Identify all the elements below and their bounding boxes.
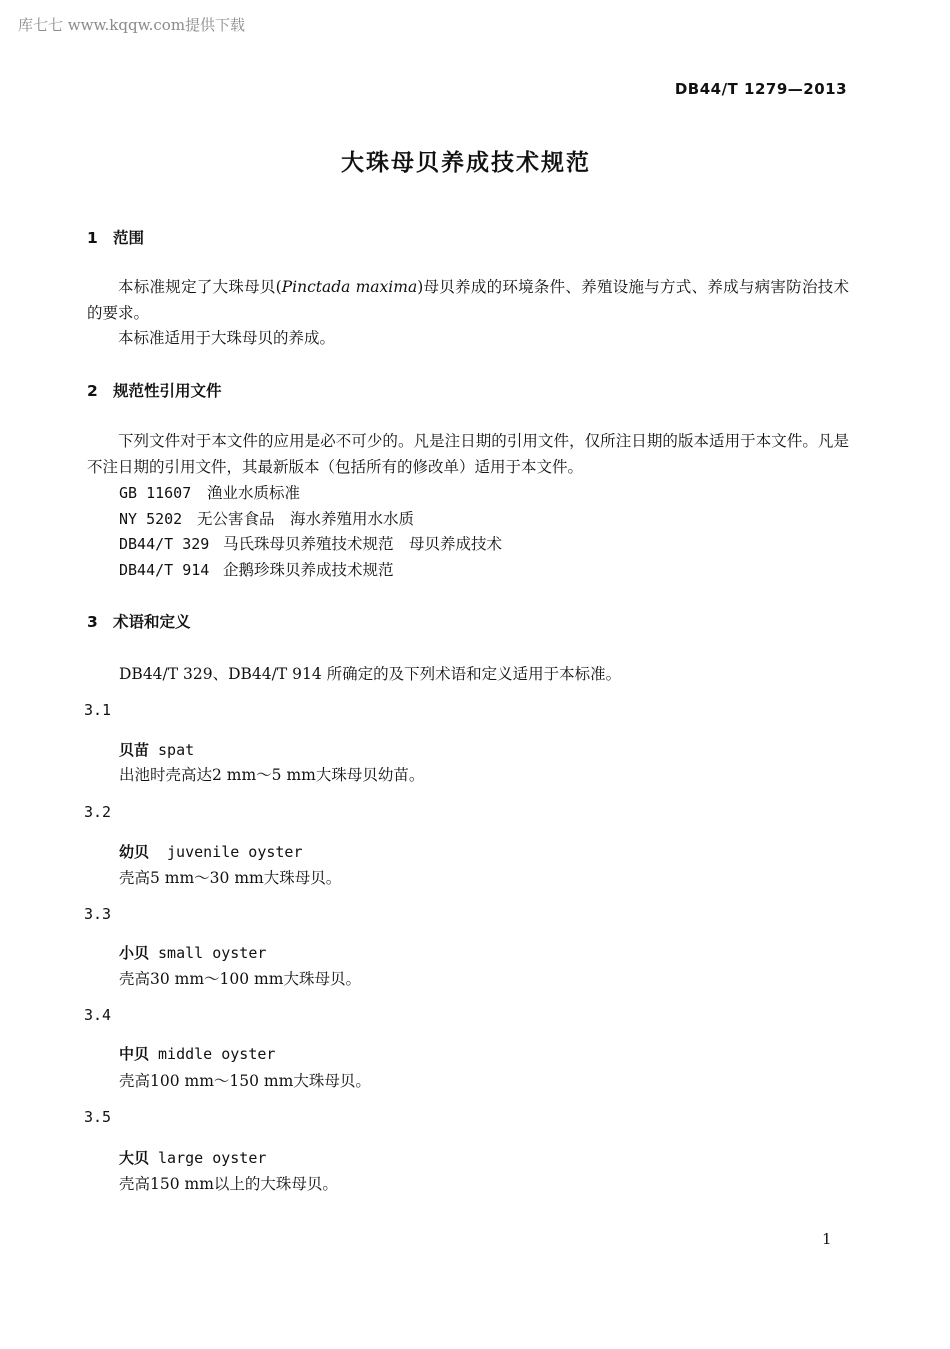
term-entry [119,1043,275,1064]
term-chinese: 小贝 [119,944,150,962]
term-chinese: 中贝 [119,1045,150,1063]
scope-text-post: )母贝养成的环境条件、养殖设施与方式、养成与病害防治技术的要求。 [87,278,849,322]
term-entry [119,942,266,963]
normative-references-paragraph: 下列文件对于本文件的应用是必不可少的。凡是注日期的引用文件，仅所注日期的版本适用于本文件。凡是不注日期的引用文件，其最新版本（包括所有的修改单）适用于本文件。 [87,432,849,476]
term-definition: 壳高100 mm～150 mm大珠母贝。 [119,1072,371,1090]
section-number: 2 [87,382,98,400]
section-number: 3 [87,613,98,631]
section-title: 范围 [113,229,145,247]
page-number: 1 [822,1230,832,1248]
reference-item [119,507,414,529]
reference-item [119,558,394,580]
reference-item [119,532,502,554]
reference-code: NY 5202 [119,510,183,528]
section-title: 术语和定义 [113,613,191,631]
term-chinese: 大贝 [119,1149,150,1167]
clause-number: 3.2 [84,803,112,821]
term-entry [119,1147,266,1168]
document-number: DB44/T 1279—2013 [674,80,847,98]
clause-number: 3.1 [84,701,112,719]
reference-title: 企鹅珍珠贝养成技术规范 [223,561,394,579]
clause-number: 3.3 [84,905,112,923]
section-title: 规范性引用文件 [113,382,222,400]
reference-code: GB 11607 [119,484,192,502]
section-3-heading [87,610,191,632]
reference-title: 渔业水质标准 [207,484,301,502]
term-english: juvenile oyster [167,843,303,861]
scope-applicability: 本标准适用于大珠母贝的养成。 [118,329,336,347]
reference-title: 马氏珠母贝养殖技术规范 母贝养成技术 [223,535,503,553]
terms-intro: DB44/T 329、DB44/T 914 所确定的及下列术语和定义适用于本标准。 [119,665,622,683]
reference-item [119,481,300,503]
watermark: 库七七 www.kqqw.com提供下载 [18,16,246,34]
scope-paragraph [87,275,849,326]
term-english: middle oyster [158,1045,276,1063]
term-english: small oyster [158,944,267,962]
section-number: 1 [87,229,98,247]
section-2-heading [87,379,222,401]
term-entry [119,739,194,760]
term-definition: 壳高5 mm～30 mm大珠母贝。 [119,869,342,887]
section-1-heading [87,226,144,248]
term-chinese: 幼贝 [119,843,150,861]
clause-number: 3.5 [84,1108,112,1126]
term-english: spat [158,741,195,759]
clause-number: 3.4 [84,1006,112,1024]
term-definition: 壳高30 mm～100 mm大珠母贝。 [119,970,361,988]
document-title: 大珠母贝养成技术规范 [341,150,591,176]
term-definition: 出池时壳高达2 mm～5 mm大珠母贝幼苗。 [119,766,425,784]
term-chinese: 贝苗 [119,741,150,759]
reference-title: 无公害食品 海水养殖用水水质 [197,510,415,528]
scientific-name: Pinctada maxima [281,278,418,296]
scope-text-pre: 本标准规定了大珠母贝( [118,278,282,296]
term-english: large oyster [158,1149,267,1167]
reference-code: DB44/T 329 [119,535,210,553]
reference-code: DB44/T 914 [119,561,210,579]
term-definition: 壳高150 mm以上的大珠母贝。 [119,1175,338,1193]
term-entry [119,841,302,862]
